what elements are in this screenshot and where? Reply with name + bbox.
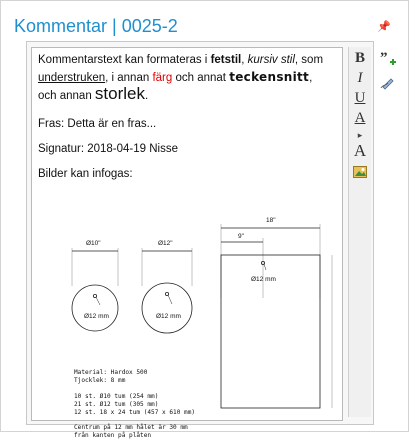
format-toolbar: [348, 47, 371, 417]
hole-label-3: Ø12 mm: [251, 276, 276, 283]
text-plain: , som: [294, 54, 324, 66]
italic-button[interactable]: I: [357, 70, 363, 86]
images-text: Bilder kan infogas:: [38, 168, 133, 180]
dim-12-label: Ø12": [158, 240, 173, 247]
text-plain: ,: [241, 54, 248, 66]
note-line: från kanten på plåten: [74, 432, 152, 439]
svg-text:”: ”: [380, 50, 388, 66]
text-bold: fetstil: [210, 54, 242, 66]
font-color-button[interactable]: A: [354, 110, 366, 126]
text-other-font: teckensnitt: [229, 70, 310, 84]
font-size-button[interactable]: A: [353, 141, 367, 160]
text-line-3: [38, 84, 148, 104]
hole-label-1: Ø12 mm: [84, 313, 109, 320]
note-tail: [74, 424, 188, 440]
disc-10-shape: [72, 285, 118, 331]
text-italic: kursiv stil: [247, 54, 295, 66]
text-plain: ,: [309, 72, 313, 84]
note-line: 10 st. Ø10 tum (254 mm): [74, 393, 159, 400]
text-line-1: [38, 54, 323, 66]
text-plain: .: [145, 90, 149, 102]
signature-icon[interactable]: [380, 74, 396, 90]
font-color-dropdown-icon[interactable]: ▸: [357, 130, 363, 140]
bold-button[interactable]: B: [354, 50, 365, 66]
dim-9-label: 9": [238, 233, 244, 240]
text-plain: och annat: [172, 72, 230, 84]
disc-12-shape: [142, 283, 192, 333]
note-line: Centrum på 12 mm hålet är 30 mm: [74, 424, 188, 431]
text-underlined: understruken: [38, 72, 106, 84]
note-line: 21 st. Ø12 tum (305 mm): [74, 401, 159, 408]
signature-text: Signatur: 2018-04-19 Nisse: [38, 143, 178, 155]
note-line: 12 st. 18 x 24 tum (457 x 610 mm): [74, 409, 196, 416]
dim-18-label: 18": [266, 217, 276, 224]
comment-editor[interactable]: [31, 47, 343, 439]
text-large: storlek: [94, 84, 145, 103]
insert-image-icon[interactable]: [349, 165, 371, 183]
text-colored: färg: [152, 72, 173, 84]
text-plain: och annan: [38, 90, 95, 102]
text-plain: , i annan: [105, 72, 153, 84]
underline-button[interactable]: U: [354, 90, 366, 106]
note-line: Material: Hardox 500: [74, 369, 148, 376]
technical-drawing-image: [32, 208, 342, 420]
hole-label-2: Ø12 mm: [156, 313, 181, 320]
pin-icon[interactable]: 📌: [377, 21, 391, 33]
text-plain: Kommentarstext kan formateras i: [38, 54, 211, 66]
dim-10-label: Ø10": [86, 240, 101, 247]
panel-title: Kommentar | 0025-2: [14, 16, 178, 36]
note-line: Tjocklek: 8 mm: [74, 377, 126, 384]
insert-phrase-icon[interactable]: [380, 51, 396, 67]
text-line-2: [38, 70, 312, 84]
phrase-text: Fras: Detta är en fras...: [38, 118, 157, 130]
